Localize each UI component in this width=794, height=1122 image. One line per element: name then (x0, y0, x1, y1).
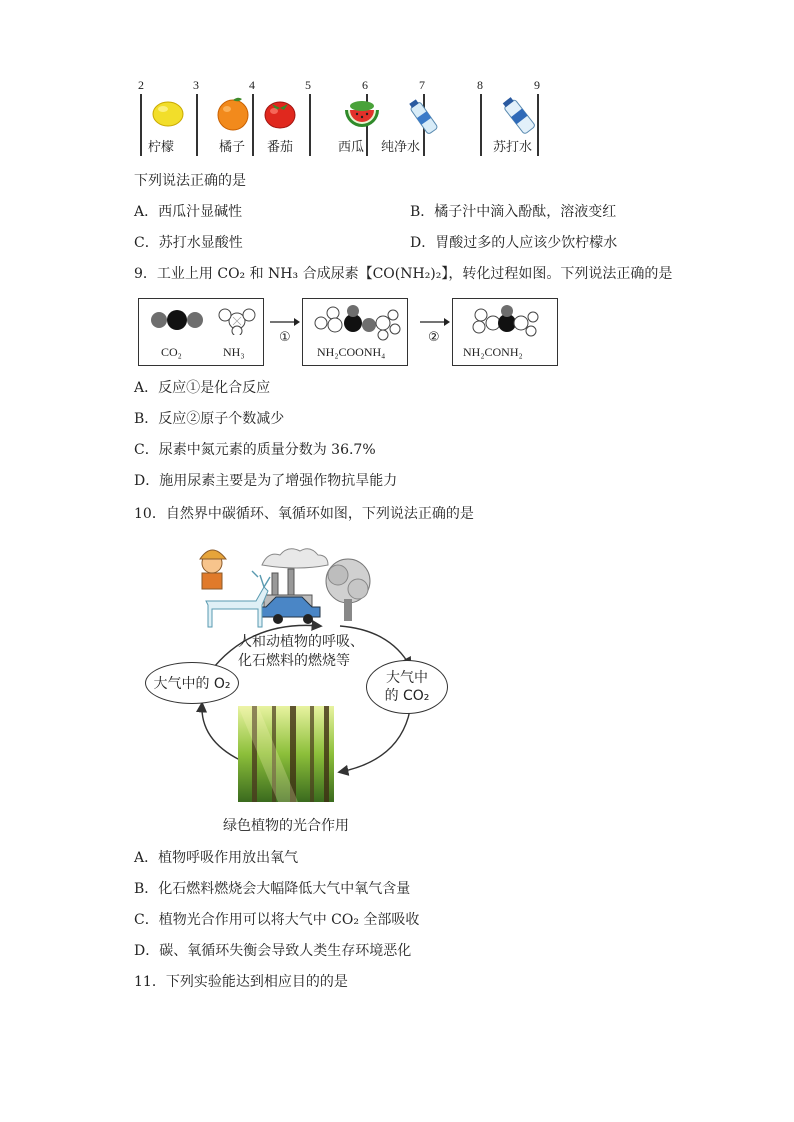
forest-photo (238, 706, 334, 802)
step-1-label: ① (279, 330, 291, 345)
ph-tick-3 (196, 94, 198, 156)
q9-option-b[interactable]: B．反应②原子个数减少 (134, 411, 285, 427)
ph-tick-4 (252, 94, 254, 156)
ph-label-orange: 橘子 (219, 140, 246, 155)
atmospheric-co2-label-line-1: 大气中 (386, 670, 428, 686)
atmospheric-co2-label-line-2: 的 CO₂ (384, 688, 430, 704)
intermediate-box (302, 298, 408, 366)
q9-option-c[interactable]: C．尿素中氮元素的质量分数为 36.7% (134, 442, 376, 458)
q10-option-b[interactable]: B．化石燃料燃烧会大幅降低大气中氧气含量 (134, 881, 411, 897)
product-box (452, 298, 558, 366)
atmospheric-o2-label: 大气中的 O₂ (153, 676, 231, 692)
lemon-icon (150, 96, 186, 132)
q8-option-b[interactable]: B．橘子汁中滴入酚酞，溶液变红 (410, 204, 617, 220)
arrow-1-icon (270, 316, 300, 328)
ph-number-4: 4 (249, 78, 255, 92)
respiration-caption (238, 633, 364, 671)
q11-stem: 11．下列实验能达到相应目的的是 (134, 974, 348, 990)
tomato-icon (262, 95, 298, 131)
ph-label-watermelon: 西瓜 (338, 140, 365, 155)
ph-number-9: 9 (534, 78, 540, 92)
ph-label-lemon: 柠檬 (148, 140, 175, 155)
q9-option-d[interactable]: D．施用尿素主要是为了增强作物抗旱能力 (134, 473, 398, 489)
co2-molecule-icon (149, 307, 205, 333)
nh3-label: NH₃ (223, 345, 245, 359)
respiration-combustion-illustration (192, 545, 388, 630)
arrow-2-icon (420, 316, 450, 328)
ph-tick-2 (140, 94, 142, 156)
q8-option-d[interactable]: D．胃酸过多的人应该少饮柠檬水 (410, 235, 618, 251)
ph-label-pure-water: 纯净水 (381, 140, 421, 155)
q8-option-a[interactable]: A．西瓜汁显碱性 (134, 204, 243, 220)
orange-icon (214, 94, 252, 132)
ph-tick-5 (309, 94, 311, 156)
nh3-molecule-icon (217, 305, 257, 335)
ph-number-2: 2 (138, 78, 144, 92)
photosynthesis-caption: 绿色植物的光合作用 (223, 818, 349, 834)
ph-number-8: 8 (477, 78, 483, 92)
ph-label-soda-water: 苏打水 (493, 140, 533, 155)
q10-option-a[interactable]: A．植物呼吸作用放出氧气 (134, 850, 299, 866)
respiration-caption-line-1: 人和动植物的呼吸、 (238, 634, 364, 650)
watermelon-icon (342, 100, 382, 132)
urea-molecule-icon (467, 305, 543, 341)
nh2coonh4-label: NH₂COONH₄ (317, 345, 386, 359)
step-2-label: ② (428, 330, 440, 345)
q9-option-a[interactable]: A．反应①是化合反应 (134, 380, 271, 396)
ph-label-tomato: 番茄 (267, 140, 294, 155)
water-bottle-icon (404, 96, 444, 140)
q9-stem: 9．工业上用 CO₂ 和 NH₃ 合成尿素【CO(NH₂)₂】，转化过程如图。下列说法正确的是 (134, 266, 673, 282)
ph-number-7: 7 (419, 78, 425, 92)
respiration-caption-line-2: 化石燃料的燃烧等 (238, 653, 350, 669)
atmospheric-o2-ellipse (145, 662, 239, 704)
q8-stem: 下列说法正确的是 (134, 173, 246, 189)
nh2coonh4-molecule-icon (309, 305, 403, 341)
atmospheric-co2-ellipse (366, 660, 448, 714)
q10-stem: 10．自然界中碳循环、氧循环如图，下列说法正确的是 (134, 506, 474, 522)
ph-number-3: 3 (193, 78, 199, 92)
urea-label: NH₂CONH₂ (463, 345, 523, 359)
ph-tick-8 (480, 94, 482, 156)
q10-option-c[interactable]: C．植物光合作用可以将大气中 CO₂ 全部吸收 (134, 912, 420, 928)
ph-number-5: 5 (305, 78, 311, 92)
q10-option-d[interactable]: D．碳、氧循环失衡会导致人类生存环境恶化 (134, 943, 412, 959)
q8-option-c[interactable]: C．苏打水显酸性 (134, 235, 243, 251)
co2-label: CO₂ (161, 345, 182, 359)
ph-number-6: 6 (362, 78, 368, 92)
soda-bottle-icon (496, 94, 542, 138)
reactants-box (138, 298, 264, 366)
